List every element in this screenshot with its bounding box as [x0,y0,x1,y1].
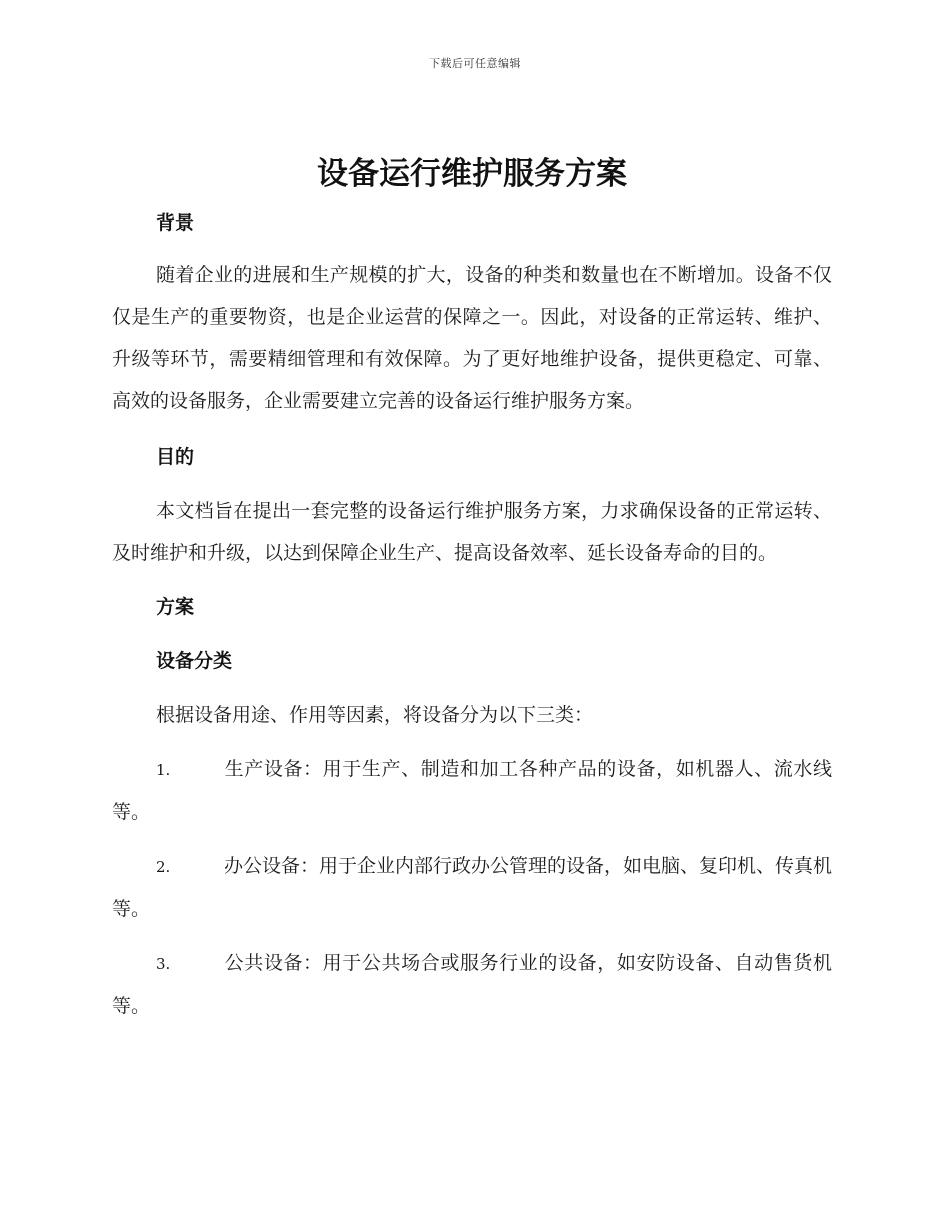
list-item [112,748,832,833]
list-item [112,845,832,930]
list-number: 2. [156,858,171,876]
list-number: 1. [156,761,171,779]
heading-background: 背景 [156,212,195,234]
document-content [112,150,832,1027]
list-text: 办公设备：用于企业内部行政办公管理的设备，如电脑、复印机、传真机等。 [112,855,833,920]
paragraph-classification-intro: 根据设备用途、作用等因素，将设备分为以下三类： [156,704,594,726]
paragraph-background: 随着企业的进展和生产规模的扩大，设备的种类和数量也在不断增加。设备不仅仅是生产的重要物资，也是企业运营的保障之一。因此，对设备的正常运转、维护、升级等环节，需要精细管理和有效保障。为了更好地维护设备，提供更稳定、可靠、高效的设备服务，企业需要建立完善的设备运行维护服务方案。 [112,264,832,412]
heading-purpose: 目的 [156,446,195,468]
header-note: 下载后可任意编辑 [429,57,521,70]
document-title: 设备运行维护服务方案 [317,156,627,192]
heading-plan: 方案 [156,596,195,618]
list-item [112,942,832,1027]
list-number: 3. [156,955,171,973]
list-text: 生产设备：用于生产、制造和加工各种产品的设备，如机器人、流水线等。 [112,758,832,823]
paragraph-purpose: 本文档旨在提出一套完整的设备运行维护服务方案，力求确保设备的正常运转、及时维护和升级，以达到保障企业生产、提高设备效率、延长设备寿命的目的。 [112,500,832,564]
heading-classification: 设备分类 [156,650,233,672]
list-text: 公共设备：用于公共场合或服务行业的设备，如安防设备、自动售货机等。 [112,952,832,1017]
